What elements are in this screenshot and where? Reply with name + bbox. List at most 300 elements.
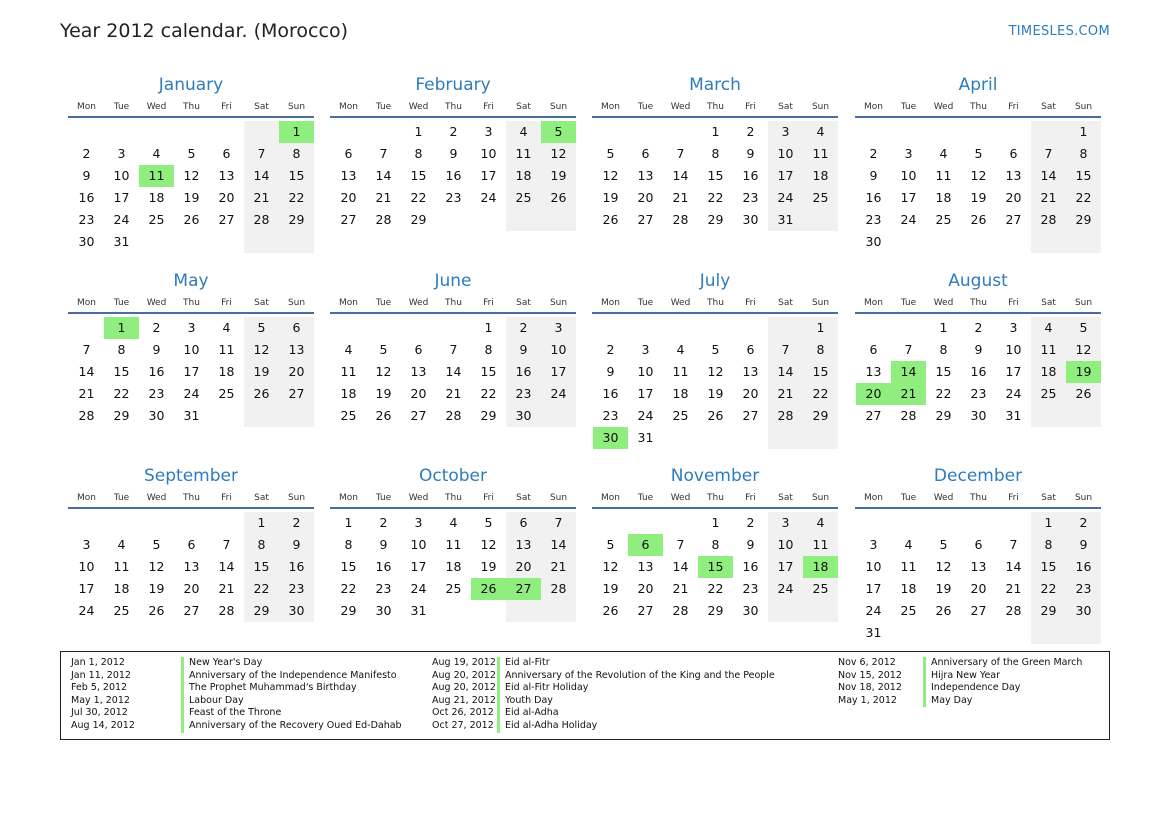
- calendar-day: 8: [344, 537, 353, 552]
- empty-cell: [926, 622, 961, 644]
- calendar-day: 24: [768, 578, 803, 600]
- calendar-day: 22: [279, 187, 314, 209]
- page-title: Year 2012 calendar. (Morocco): [60, 20, 348, 42]
- weekday-label: Wed: [146, 102, 167, 112]
- calendar-day: 20: [279, 361, 314, 383]
- holiday-day: 6: [628, 534, 663, 556]
- calendar-day: 6: [506, 512, 541, 534]
- calendar-day: 24: [410, 581, 427, 596]
- calendar-day: 8: [414, 146, 423, 161]
- weekday-label: Sun: [287, 493, 306, 503]
- calendar-day: 4: [803, 512, 838, 534]
- month-october: [330, 465, 576, 622]
- calendar-day: 15: [410, 168, 427, 183]
- calendar-day: 3: [484, 124, 493, 139]
- weekday-label: Tue: [113, 102, 130, 112]
- empty-cell: [961, 121, 996, 143]
- calendar-day: 29: [113, 408, 130, 423]
- calendar-day: 11: [445, 537, 462, 552]
- calendar-day: 7: [768, 339, 803, 361]
- month-march: [592, 74, 838, 231]
- calendar-day: 3: [117, 146, 126, 161]
- weekday-label: Fri: [1008, 102, 1019, 112]
- calendar-day: 27: [340, 212, 357, 227]
- calendar-day: 20: [742, 386, 759, 401]
- calendar-day: 31: [183, 408, 200, 423]
- calendar-day: 13: [1005, 168, 1022, 183]
- brand-link[interactable]: TIMESLES.COM: [1008, 24, 1110, 39]
- calendar-day: 19: [541, 165, 576, 187]
- calendar-day: 28: [375, 212, 392, 227]
- day-grid: [330, 317, 576, 427]
- calendar-day: 17: [183, 364, 200, 379]
- holiday-entry: [71, 720, 402, 733]
- calendar-day: 3: [414, 515, 423, 530]
- empty-cell: [663, 121, 698, 143]
- calendar-day: 31: [768, 209, 803, 231]
- calendar-day: 26: [541, 187, 576, 209]
- empty-cell: [926, 121, 961, 143]
- empty-cell: [891, 231, 926, 253]
- calendar-day: 11: [900, 559, 917, 574]
- calendar-day: 26: [602, 212, 619, 227]
- holiday-day: 1: [279, 121, 314, 143]
- month-title: November: [670, 466, 760, 486]
- calendar-day: 28: [1005, 603, 1022, 618]
- calendar-day: 16: [375, 559, 392, 574]
- calendar-day: 15: [480, 364, 497, 379]
- day-grid: [68, 121, 314, 253]
- weekday-label: Wed: [933, 298, 954, 308]
- weekday-label: Tue: [900, 493, 917, 503]
- weekday-label: Mon: [339, 102, 358, 112]
- calendar-day: 5: [974, 146, 983, 161]
- calendar-day: 11: [935, 168, 952, 183]
- holiday-entry: [838, 670, 1082, 683]
- holiday-name: Labour Day: [181, 695, 244, 708]
- calendar-day: 15: [244, 556, 279, 578]
- calendar-day: 3: [82, 537, 91, 552]
- calendar-day: 27: [865, 408, 882, 423]
- day-grid: [855, 121, 1101, 253]
- holiday-day: 18: [803, 556, 838, 578]
- calendar-day: 18: [900, 581, 917, 596]
- holiday-column: [432, 657, 775, 733]
- empty-cell: [69, 512, 104, 534]
- empty-cell: [768, 427, 803, 449]
- calendar-day: 2: [869, 146, 878, 161]
- calendar-day: 30: [865, 234, 882, 249]
- month-january: [68, 74, 314, 253]
- calendar-day: 1: [344, 515, 353, 530]
- holiday-column: [838, 657, 1082, 707]
- month-february: [330, 74, 576, 231]
- weekday-label: Wed: [670, 102, 691, 112]
- calendar-day: 23: [602, 408, 619, 423]
- weekday-label: Wed: [933, 493, 954, 503]
- calendar-day: 17: [541, 361, 576, 383]
- calendar-day: 12: [1066, 339, 1101, 361]
- weekday-label: Sat: [516, 102, 531, 112]
- holiday-date: Oct 27, 2012: [432, 719, 494, 731]
- holiday-day: 1: [104, 317, 139, 339]
- calendar-day: 29: [935, 408, 952, 423]
- calendar-day: 26: [602, 603, 619, 618]
- calendar-day: 4: [344, 342, 353, 357]
- empty-cell: [174, 121, 209, 143]
- holiday-entry: [432, 707, 775, 720]
- empty-cell: [401, 317, 436, 339]
- calendar-day: 14: [244, 165, 279, 187]
- calendar-day: 6: [279, 317, 314, 339]
- weekday-label: Sun: [811, 493, 830, 503]
- day-grid: [592, 317, 838, 449]
- empty-cell: [1066, 405, 1101, 427]
- calendar-day: 17: [480, 168, 497, 183]
- calendar-day: 22: [410, 190, 427, 205]
- holiday-date: Jan 11, 2012: [71, 669, 131, 681]
- calendar-day: 9: [746, 537, 755, 552]
- calendar-day: 19: [602, 190, 619, 205]
- calendar-day: 2: [152, 320, 161, 335]
- month-title: July: [699, 271, 731, 291]
- calendar-day: 11: [1031, 339, 1066, 361]
- calendar-day: 9: [152, 342, 161, 357]
- calendar-day: 7: [541, 512, 576, 534]
- weekday-label: Sun: [1074, 298, 1093, 308]
- calendar-day: 16: [1066, 556, 1101, 578]
- calendar-day: 10: [768, 534, 803, 556]
- holiday-entry: [71, 682, 402, 695]
- calendar-day: 3: [904, 146, 913, 161]
- empty-cell: [1066, 622, 1101, 644]
- empty-cell: [856, 121, 891, 143]
- empty-cell: [471, 600, 506, 622]
- month-may: [68, 270, 314, 427]
- calendar-day: 14: [1005, 559, 1022, 574]
- calendar-day: 18: [218, 364, 235, 379]
- calendar-day: 2: [974, 320, 983, 335]
- calendar-day: 19: [602, 581, 619, 596]
- calendar-day: 27: [183, 603, 200, 618]
- calendar-day: 8: [711, 537, 720, 552]
- weekday-label: Sat: [516, 298, 531, 308]
- holiday-entry: [432, 657, 775, 670]
- calendar-day: 21: [768, 383, 803, 405]
- calendar-day: 6: [414, 342, 423, 357]
- holiday-day: 5: [541, 121, 576, 143]
- calendar-day: 6: [1009, 146, 1018, 161]
- calendar-day: 22: [1031, 578, 1066, 600]
- empty-cell: [436, 209, 471, 231]
- calendar-day: 23: [1066, 578, 1101, 600]
- holiday-entry: [432, 670, 775, 683]
- calendar-day: 17: [900, 190, 917, 205]
- calendar-day: 12: [602, 559, 619, 574]
- holiday-date: Aug 20, 2012: [432, 682, 496, 694]
- weekday-label: Mon: [864, 298, 883, 308]
- calendar-day: 1: [1066, 121, 1101, 143]
- empty-cell: [174, 231, 209, 253]
- holiday-name: Feast of the Throne: [181, 707, 281, 720]
- calendar-day: 6: [869, 342, 878, 357]
- weekday-label: Sun: [549, 298, 568, 308]
- calendar-day: 6: [746, 342, 755, 357]
- calendar-day: 15: [113, 364, 130, 379]
- holiday-date: Nov 18, 2012: [838, 682, 902, 694]
- empty-cell: [139, 121, 174, 143]
- holiday-name: Eid al-Adha Holiday: [497, 720, 597, 733]
- calendar-day: 31: [113, 234, 130, 249]
- holiday-entry: [71, 695, 402, 708]
- calendar-day: 28: [672, 212, 689, 227]
- calendar-day: 25: [672, 408, 689, 423]
- calendar-day: 17: [865, 581, 882, 596]
- calendar-day: 29: [707, 212, 724, 227]
- calendar-day: 9: [869, 168, 878, 183]
- empty-cell: [663, 512, 698, 534]
- day-grid: [68, 512, 314, 622]
- calendar-day: 29: [1066, 209, 1101, 231]
- weekday-header: [330, 296, 576, 314]
- empty-cell: [1031, 405, 1066, 427]
- calendar-day: 10: [637, 364, 654, 379]
- empty-cell: [698, 427, 733, 449]
- calendar-day: 1: [244, 512, 279, 534]
- holiday-entry: [71, 707, 402, 720]
- calendar-day: 9: [1066, 534, 1101, 556]
- calendar-day: 23: [148, 386, 165, 401]
- calendar-day: 25: [113, 603, 130, 618]
- calendar-day: 25: [803, 187, 838, 209]
- calendar-day: 18: [1031, 361, 1066, 383]
- empty-cell: [541, 209, 576, 231]
- calendar-day: 26: [183, 212, 200, 227]
- empty-cell: [663, 317, 698, 339]
- calendar-day: 1: [803, 317, 838, 339]
- month-november: [592, 465, 838, 622]
- calendar-day: 15: [1031, 556, 1066, 578]
- empty-cell: [1031, 622, 1066, 644]
- calendar-day: 25: [935, 212, 952, 227]
- calendar-day: 15: [279, 165, 314, 187]
- calendar-day: 21: [244, 187, 279, 209]
- calendar-day: 16: [602, 386, 619, 401]
- calendar-day: 7: [1009, 537, 1018, 552]
- empty-cell: [996, 121, 1031, 143]
- calendar-day: 5: [379, 342, 388, 357]
- month-title: December: [933, 466, 1023, 486]
- calendar-day: 30: [742, 212, 759, 227]
- weekday-label: Wed: [146, 493, 167, 503]
- calendar-day: 17: [1005, 364, 1022, 379]
- calendar-day: 1: [414, 124, 423, 139]
- calendar-day: 3: [768, 512, 803, 534]
- calendar-day: 8: [117, 342, 126, 357]
- empty-cell: [663, 427, 698, 449]
- calendar-day: 25: [218, 386, 235, 401]
- calendar-day: 27: [637, 603, 654, 618]
- calendar-day: 9: [379, 537, 388, 552]
- calendar-day: 16: [742, 168, 759, 183]
- calendar-day: 26: [375, 408, 392, 423]
- empty-cell: [593, 317, 628, 339]
- calendar-day: 1: [1031, 512, 1066, 534]
- calendar-day: 28: [244, 209, 279, 231]
- calendar-day: 8: [1031, 534, 1066, 556]
- calendar-day: 31: [637, 430, 654, 445]
- calendar-day: 12: [970, 168, 987, 183]
- holiday-name: Independence Day: [923, 682, 1020, 695]
- calendar-day: 18: [148, 190, 165, 205]
- calendar-day: 4: [904, 537, 913, 552]
- calendar-day: 13: [742, 364, 759, 379]
- calendar-day: 5: [939, 537, 948, 552]
- weekday-label: Thu: [183, 493, 200, 503]
- calendar-day: 27: [970, 603, 987, 618]
- calendar-day: 1: [939, 320, 948, 335]
- weekday-label: Mon: [601, 102, 620, 112]
- calendar-day: 9: [606, 364, 615, 379]
- calendar-day: 18: [672, 386, 689, 401]
- calendar-day: 11: [803, 534, 838, 556]
- empty-cell: [244, 121, 279, 143]
- holiday-date: Aug 21, 2012: [432, 694, 496, 706]
- holiday-name: Youth Day: [497, 695, 553, 708]
- calendar-day: 5: [152, 537, 161, 552]
- calendar-day: 8: [939, 342, 948, 357]
- calendar-day: 16: [970, 364, 987, 379]
- calendar-day: 7: [676, 537, 685, 552]
- calendar-day: 5: [484, 515, 493, 530]
- calendar-day: 29: [340, 603, 357, 618]
- weekday-label: Sat: [1041, 493, 1056, 503]
- calendar-day: 5: [606, 146, 615, 161]
- calendar-day: 5: [606, 537, 615, 552]
- calendar-day: 7: [1031, 143, 1066, 165]
- empty-cell: [366, 121, 401, 143]
- calendar-day: 14: [1031, 165, 1066, 187]
- calendar-day: 4: [117, 537, 126, 552]
- calendar-day: 14: [218, 559, 235, 574]
- calendar-day: 31: [865, 625, 882, 640]
- weekday-label: Fri: [745, 102, 756, 112]
- calendar-day: 10: [768, 143, 803, 165]
- holiday-entry: [71, 657, 402, 670]
- calendar-day: 2: [746, 124, 755, 139]
- empty-cell: [961, 622, 996, 644]
- weekday-label: Tue: [375, 102, 392, 112]
- calendar-day: 19: [375, 386, 392, 401]
- empty-cell: [803, 600, 838, 622]
- calendar-day: 14: [445, 364, 462, 379]
- month-september: [68, 465, 314, 622]
- calendar-day: 30: [148, 408, 165, 423]
- calendar-day: 31: [410, 603, 427, 618]
- holiday-name: Anniversary of the Revolution of the King and the People: [497, 670, 775, 683]
- holiday-name: Anniversary of the Independence Manifesto: [181, 670, 397, 683]
- calendar-day: 2: [82, 146, 91, 161]
- calendar-day: 12: [541, 143, 576, 165]
- weekday-label: Fri: [483, 493, 494, 503]
- weekday-label: Thu: [445, 298, 462, 308]
- holiday-day: 14: [891, 361, 926, 383]
- weekday-label: Sat: [778, 493, 793, 503]
- weekday-label: Sun: [1074, 493, 1093, 503]
- weekday-label: Tue: [113, 298, 130, 308]
- weekday-label: Sun: [1074, 102, 1093, 112]
- calendar-day: 11: [113, 559, 130, 574]
- calendar-day: 12: [375, 364, 392, 379]
- holiday-date: Aug 14, 2012: [71, 719, 135, 731]
- calendar-day: 19: [970, 190, 987, 205]
- weekday-label: Thu: [445, 493, 462, 503]
- calendar-day: 3: [768, 121, 803, 143]
- empty-cell: [733, 317, 768, 339]
- calendar-day: 15: [803, 361, 838, 383]
- calendar-day: 13: [865, 364, 882, 379]
- weekday-label: Wed: [670, 298, 691, 308]
- weekday-label: Fri: [221, 493, 232, 503]
- weekday-label: Thu: [183, 102, 200, 112]
- weekday-label: Sun: [549, 493, 568, 503]
- calendar-day: 14: [375, 168, 392, 183]
- empty-cell: [803, 427, 838, 449]
- weekday-label: Tue: [113, 493, 130, 503]
- calendar-day: 1: [484, 320, 493, 335]
- weekday-header: [855, 296, 1101, 314]
- holiday-name: Eid al-Adha: [497, 707, 559, 720]
- calendar-day: 10: [900, 168, 917, 183]
- calendar-day: 22: [480, 386, 497, 401]
- calendar-day: 23: [375, 581, 392, 596]
- calendar-day: 2: [379, 515, 388, 530]
- holiday-day: 27: [506, 578, 541, 600]
- weekday-header: [592, 296, 838, 314]
- weekday-label: Wed: [408, 298, 429, 308]
- weekday-header: [855, 100, 1101, 118]
- calendar-day: 10: [183, 342, 200, 357]
- holiday-entry: [71, 670, 402, 683]
- calendar-day: 9: [974, 342, 983, 357]
- calendar-day: 9: [279, 534, 314, 556]
- calendar-day: 29: [279, 209, 314, 231]
- calendar-day: 11: [506, 143, 541, 165]
- holiday-date: Nov 15, 2012: [838, 669, 902, 681]
- holiday-name: Hijra New Year: [923, 670, 1000, 683]
- calendar-day: 27: [218, 212, 235, 227]
- empty-cell: [628, 317, 663, 339]
- calendar-day: 18: [445, 559, 462, 574]
- calendar-day: 31: [1005, 408, 1022, 423]
- calendar-day: 29: [244, 600, 279, 622]
- holiday-day: 15: [698, 556, 733, 578]
- weekday-label: Fri: [221, 298, 232, 308]
- empty-cell: [436, 600, 471, 622]
- calendar-day: 5: [1066, 317, 1101, 339]
- calendar-day: 10: [410, 537, 427, 552]
- empty-cell: [506, 209, 541, 231]
- calendar-day: 27: [1005, 212, 1022, 227]
- calendar-day: 22: [935, 386, 952, 401]
- calendar-day: 11: [340, 364, 357, 379]
- weekday-label: Mon: [601, 493, 620, 503]
- month-april: [855, 74, 1101, 253]
- calendar-day: 17: [768, 556, 803, 578]
- empty-cell: [139, 231, 174, 253]
- weekday-label: Thu: [970, 102, 987, 112]
- weekday-label: Sat: [1041, 298, 1056, 308]
